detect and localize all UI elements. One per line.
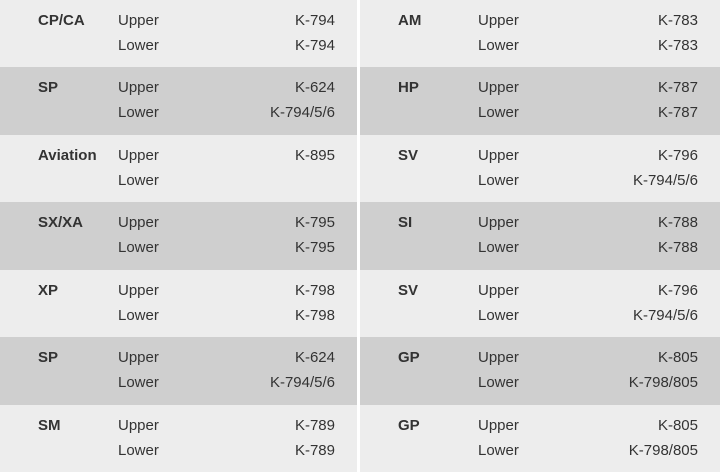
table-cell-group-left	[0, 67, 360, 134]
level-list	[470, 413, 575, 463]
code-upper: K-796	[657, 146, 698, 164]
code-list	[215, 278, 357, 328]
category-label: XP	[38, 281, 59, 299]
level-lower: Lower	[478, 171, 519, 189]
level-upper: Upper	[478, 349, 519, 367]
level-upper: Upper	[118, 12, 159, 29]
code-list	[575, 278, 720, 328]
code-list	[215, 345, 357, 395]
code-list	[575, 8, 720, 58]
code-upper: K-796	[657, 281, 698, 299]
table-cell-group-right	[360, 405, 720, 472]
table-cell-group-right	[360, 337, 720, 404]
code-lower: K-794/5/6	[632, 171, 698, 189]
category-label: CP/CA	[38, 12, 85, 29]
table-row	[0, 202, 720, 269]
code-list	[575, 75, 720, 125]
category-label: SV	[398, 281, 419, 299]
code-upper: K-788	[657, 214, 698, 232]
code-lower	[215, 168, 335, 193]
category-label: SP	[38, 349, 59, 367]
level-lower: Lower	[118, 374, 159, 392]
table-cell-group-left	[0, 405, 360, 472]
code-lower: K-798/805	[628, 441, 698, 459]
level-lower: Lower	[118, 104, 159, 122]
level-upper: Upper	[118, 416, 159, 434]
level-lower: Lower	[478, 104, 519, 122]
code-upper: K-805	[657, 416, 698, 434]
code-list	[215, 210, 357, 260]
level-list	[110, 210, 215, 260]
level-lower: Lower	[478, 37, 519, 54]
code-upper: K-624	[294, 349, 335, 367]
level-list	[470, 278, 575, 328]
table-cell-group-right	[360, 0, 720, 67]
level-list	[110, 143, 215, 193]
category-label: SV	[398, 146, 419, 164]
level-lower: Lower	[478, 239, 519, 257]
table-cell-group-left	[0, 270, 360, 337]
table-cell-group-right	[360, 270, 720, 337]
table-cell-group-left	[0, 135, 360, 202]
table-row	[0, 270, 720, 337]
category-label: HP	[398, 79, 419, 97]
code-upper: K-794	[294, 12, 335, 29]
code-lower: K-794/5/6	[269, 104, 335, 122]
code-list	[215, 143, 357, 193]
level-upper: Upper	[118, 281, 159, 299]
level-upper: Upper	[118, 79, 159, 97]
table-row	[0, 135, 720, 202]
code-upper: K-783	[657, 12, 698, 29]
level-list	[110, 75, 215, 125]
level-list	[470, 210, 575, 260]
code-lower: K-794/5/6	[269, 374, 335, 392]
table-row	[0, 0, 720, 67]
table-cell-group-left	[0, 0, 360, 67]
table-row	[0, 67, 720, 134]
table-cell-group-right	[360, 202, 720, 269]
code-list	[575, 210, 720, 260]
level-upper: Upper	[478, 79, 519, 97]
level-upper: Upper	[118, 146, 159, 164]
code-lower: K-794/5/6	[632, 306, 698, 324]
level-lower: Lower	[118, 37, 159, 54]
code-lower: K-798/805	[628, 374, 698, 392]
code-list	[215, 75, 357, 125]
level-lower: Lower	[118, 171, 159, 189]
table-cell-group-left	[0, 337, 360, 404]
level-list	[470, 143, 575, 193]
category-label: Aviation	[38, 146, 97, 164]
level-lower: Lower	[118, 239, 159, 257]
code-lower: K-789	[294, 441, 335, 459]
category-label: SI	[398, 214, 413, 232]
code-lower: K-798	[294, 306, 335, 324]
level-list	[470, 8, 575, 58]
level-lower: Lower	[478, 374, 519, 392]
level-lower: Lower	[478, 441, 519, 459]
code-list	[575, 345, 720, 395]
code-upper: K-798	[294, 281, 335, 299]
level-upper: Upper	[478, 12, 519, 29]
table-cell-group-left	[0, 202, 360, 269]
level-list	[110, 8, 215, 58]
category-label: SP	[38, 79, 59, 97]
code-upper: K-895	[294, 146, 335, 164]
table-cell-group-right	[360, 135, 720, 202]
table-row	[0, 337, 720, 404]
category-label: SM	[38, 416, 61, 434]
level-list	[110, 345, 215, 395]
code-upper: K-789	[294, 416, 335, 434]
code-lower: K-788	[657, 239, 698, 257]
level-lower: Lower	[118, 306, 159, 324]
level-upper: Upper	[478, 214, 519, 232]
level-list	[470, 345, 575, 395]
level-upper: Upper	[118, 349, 159, 367]
table-row	[0, 405, 720, 472]
code-upper: K-787	[657, 79, 698, 97]
code-upper: K-795	[294, 214, 335, 232]
code-list	[575, 143, 720, 193]
code-lower: K-795	[294, 239, 335, 257]
code-list	[215, 413, 357, 463]
code-list	[215, 8, 357, 58]
level-lower: Lower	[118, 441, 159, 459]
category-label: SX/XA	[38, 214, 84, 232]
table-cell-group-right	[360, 67, 720, 134]
code-upper: K-624	[294, 79, 335, 97]
level-upper: Upper	[478, 281, 519, 299]
level-list	[470, 75, 575, 125]
level-list	[110, 413, 215, 463]
code-lower: K-783	[657, 37, 698, 54]
category-label: AM	[398, 12, 422, 29]
level-list	[110, 278, 215, 328]
level-upper: Upper	[118, 214, 159, 232]
level-lower: Lower	[478, 306, 519, 324]
code-upper: K-805	[657, 349, 698, 367]
code-list	[575, 413, 720, 463]
category-label: GP	[398, 349, 420, 367]
code-lower: K-794	[294, 37, 335, 54]
level-upper: Upper	[478, 146, 519, 164]
code-lower: K-787	[657, 104, 698, 122]
level-upper: Upper	[478, 416, 519, 434]
category-label: GP	[398, 416, 420, 434]
